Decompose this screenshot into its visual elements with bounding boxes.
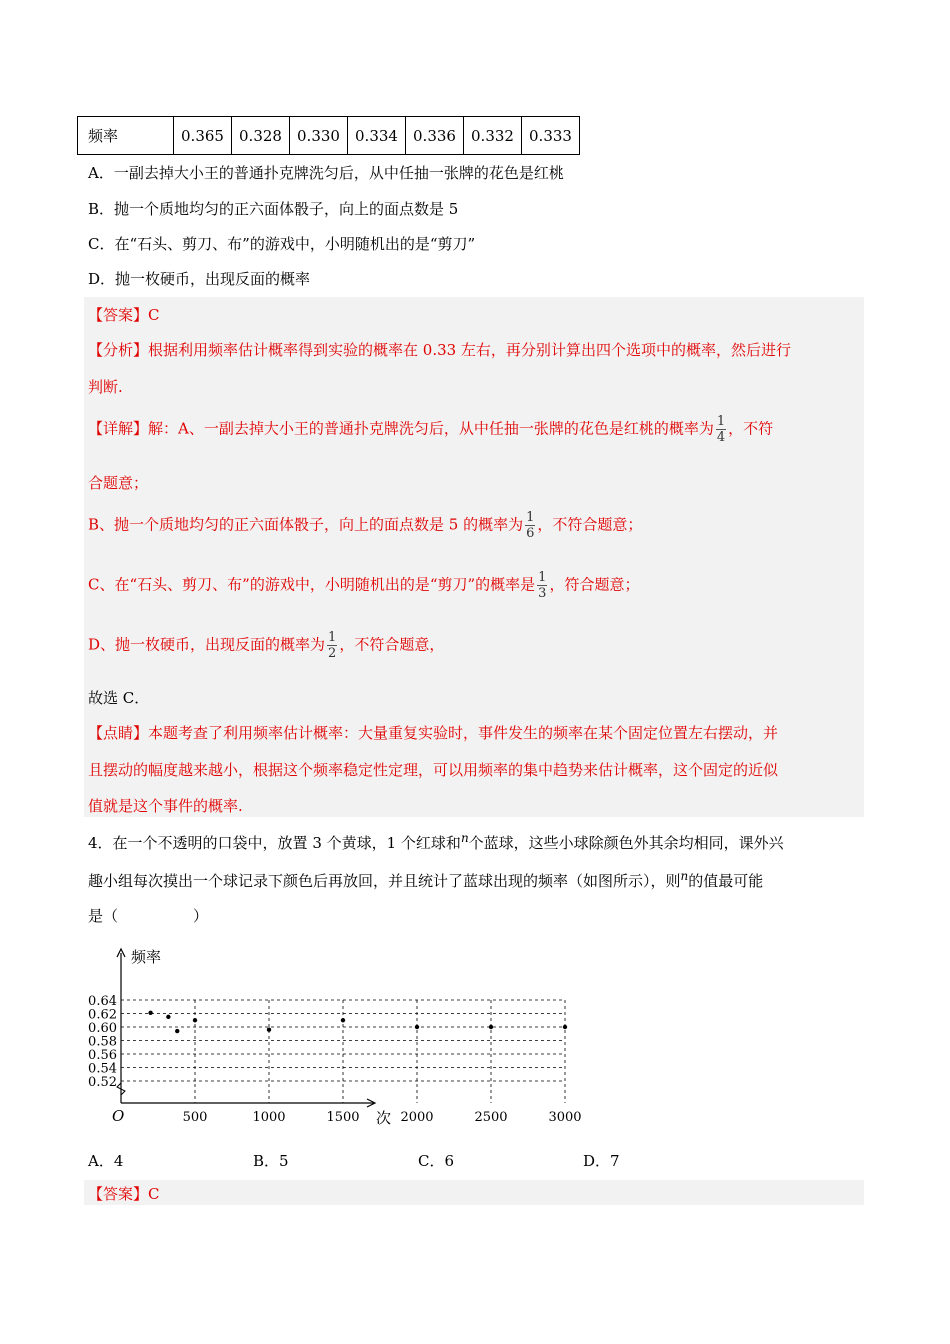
q4-option-b: B．5 — [253, 1152, 289, 1170]
detail-d-tail: ，不符合题意， — [339, 635, 445, 654]
fraction-numerator: 1 — [328, 630, 337, 645]
table-cell: 0.328 — [232, 117, 290, 155]
x-tick-label: 1500 — [326, 1110, 360, 1125]
detail-d-text: D、抛一枚硬币，出现反面的概率为 — [88, 635, 326, 654]
x-axis-label: 次 — [376, 1109, 392, 1127]
comment-line-2: 且摆动的幅度越来越小，根据这个频率稳定性定理，可以用频率的集中趋势来估计概率，这个固定的近似 — [88, 761, 779, 779]
option-b: B．抛一个质地均匀的正六面体骰子，向上的面点数是 5 — [88, 200, 459, 218]
fraction-one-third — [537, 570, 547, 601]
table-cell: 0.330 — [290, 117, 348, 155]
detail-a-line-2: 合题意； — [88, 474, 149, 492]
conclusion-line: 故选 C． — [88, 689, 150, 707]
detail-b-tail: ，不符合题意； — [537, 515, 643, 534]
detail-a-text: 【详解】解：A、一副去掉大小王的普通扑克牌洗匀后，从中任抽一张牌的花色是红桃的概率为 — [88, 419, 714, 438]
comment-line-3: 值就是这个事件的概率. — [88, 797, 243, 815]
y-tick-label: 0.54 — [88, 1061, 117, 1077]
fraction-one-quarter — [716, 414, 726, 445]
table-cell: 0.365 — [174, 117, 232, 155]
data-point — [193, 1018, 197, 1022]
detail-c-tail: ，符合题意； — [549, 575, 640, 594]
table-cell: 0.332 — [464, 117, 522, 155]
frequency-table — [77, 116, 580, 155]
fraction-denominator: 2 — [328, 646, 337, 661]
table-header-cell: 频率 — [78, 117, 174, 155]
question-4-text: 的值最可能 — [688, 872, 764, 890]
data-point — [415, 1025, 419, 1029]
fraction-numerator: 1 — [716, 414, 726, 429]
answer-explanation-box — [84, 297, 864, 817]
answer-label: 【答案】C — [88, 306, 160, 324]
data-point — [489, 1025, 493, 1029]
fraction-denominator: 4 — [716, 430, 726, 445]
y-tick-label: 0.62 — [88, 1007, 117, 1023]
x-tick-label: 2500 — [474, 1110, 508, 1125]
q4-option-c: C．6 — [418, 1152, 455, 1170]
origin-label: O — [112, 1107, 125, 1125]
y-axis-label: 频率 — [131, 948, 162, 966]
option-c: C．在“石头、剪刀、布”的游戏中，小明随机出的是“剪刀” — [88, 235, 476, 253]
detail-a-line — [88, 414, 773, 445]
y-tick-label: 0.58 — [88, 1034, 117, 1050]
q4-answer-label: 【答案】C — [88, 1185, 160, 1203]
data-point — [166, 1015, 170, 1019]
question-4-text: 个蓝球，这些小球除颜色外其余均相同，课外兴 — [468, 834, 784, 852]
table-cell: 0.336 — [406, 117, 464, 155]
question-4-line-2 — [88, 869, 763, 891]
fraction-one-half — [327, 630, 337, 661]
question-4-text: 4．在一个不透明的口袋中，放置 3 个黄球，1 个红球和 — [88, 834, 461, 852]
detail-d-line — [88, 630, 444, 661]
fraction-denominator: 6 — [526, 526, 535, 541]
question-4-line-1 — [88, 831, 784, 853]
y-tick-label: 0.52 — [88, 1075, 117, 1090]
variable-n: n — [460, 831, 469, 845]
y-tick-label: 0.56 — [88, 1048, 117, 1063]
analysis-line-2: 判断. — [88, 378, 123, 396]
data-point — [341, 1018, 345, 1022]
table-cell: 0.333 — [522, 117, 580, 155]
detail-b-text: B、抛一个质地均匀的正六面体骰子，向上的面点数是 5 的概率为 — [88, 515, 524, 534]
table-cell: 0.334 — [348, 117, 406, 155]
data-point — [267, 1028, 271, 1032]
q4-option-d: D．7 — [583, 1152, 620, 1170]
x-tick-label: 1000 — [252, 1110, 286, 1125]
question-4-line-3: 是（ ） — [88, 907, 209, 925]
question-4-text: 趣小组每次摸出一个球记录下颜色后再放回，并且统计了蓝球出现的频率（如图所示），则 — [88, 872, 681, 890]
y-tick-label: 0.60 — [88, 1021, 117, 1036]
detail-a-tail: ，不符 — [728, 419, 774, 438]
fraction-numerator: 1 — [526, 510, 535, 525]
x-tick-label: 500 — [182, 1110, 208, 1125]
x-tick-label: 3000 — [548, 1110, 582, 1125]
table-row — [78, 117, 580, 155]
fraction-denominator: 3 — [538, 586, 547, 601]
x-tick-label: 2000 — [400, 1110, 434, 1125]
q4-option-a: A．4 — [88, 1152, 124, 1170]
detail-c-line — [88, 570, 639, 601]
q4-answer-box — [84, 1180, 864, 1205]
variable-n: n — [680, 869, 689, 883]
data-point — [148, 1011, 152, 1015]
option-a: A．一副去掉大小王的普通扑克牌洗匀后，从中任抽一张牌的花色是红桃 — [88, 164, 564, 182]
y-tick-label: 0.64 — [88, 994, 117, 1009]
data-point — [175, 1029, 179, 1033]
fraction-numerator: 1 — [538, 570, 547, 585]
data-point — [563, 1025, 567, 1029]
option-d: D．抛一枚硬币，出现反面的概率 — [88, 270, 311, 288]
analysis-line-1: 【分析】根据利用频率估计概率得到实验的概率在 0.33 左右，再分别计算出四个选项中的概率，然后进行 — [88, 341, 791, 359]
frequency-scatter-chart — [84, 945, 582, 1135]
detail-b-line — [88, 510, 642, 541]
comment-line-1: 【点睛】本题考查了利用频率估计概率：大量重复实验时，事件发生的频率在某个固定位置左右摆动，并 — [88, 724, 779, 742]
detail-c-text: C、在“石头、剪刀、布”的游戏中，小明随机出的是“剪刀”的概率是 — [88, 575, 536, 594]
fraction-one-sixth — [525, 510, 535, 541]
